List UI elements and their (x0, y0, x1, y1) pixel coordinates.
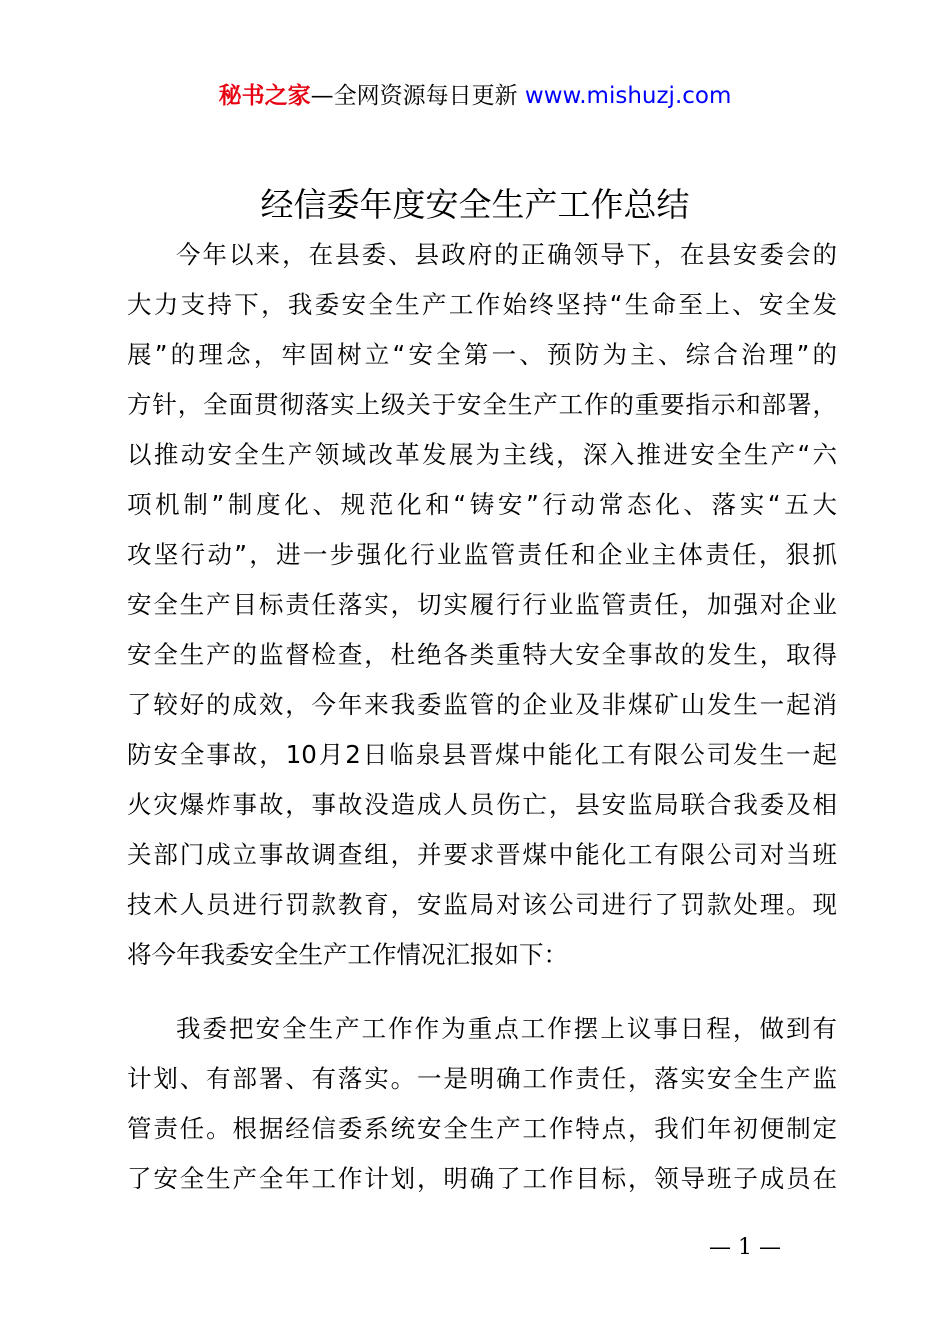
paragraph-1-line: 以推动安全生产领域改革发展为主线，深入推进安全生产“六 (127, 440, 837, 469)
paragraph-1-line: 将今年我委安全生产工作情况汇报如下： (127, 940, 568, 969)
paragraph-1-line: 今年以来，在县委、县政府的正确领导下，在县安委会的 (176, 240, 837, 269)
banner-tagline: —全网资源每日更新 (310, 83, 518, 109)
paragraph-1-line: 安全生产的监督检查，杜绝各类重特大安全事故的发生，取得 (127, 640, 837, 669)
document-title: 经信委年度安全生产工作总结 (260, 185, 690, 224)
paragraph-1-line: 了较好的成效，今年来我委监管的企业及非煤矿山发生一起消 (127, 690, 837, 719)
paragraph-1-line: 大力支持下，我委安全生产工作始终坚持“生命至上、安全发 (127, 290, 837, 319)
paragraph-1-line: 防安全事故，10月2日临泉县晋煤中能化工有限公司发生一起 (127, 740, 837, 769)
paragraph-1-line: 安全生产目标责任落实，切实履行行业监管责任，加强对企业 (127, 590, 837, 619)
site-url-link[interactable]: www.mishuzj.com (524, 83, 732, 109)
paragraph-2-line: 了安全生产全年工作计划，明确了工作目标，领导班子成员在 (127, 1164, 837, 1193)
paragraph-1-line: 攻坚行动”，进一步强化行业监管责任和企业主体责任，狠抓 (127, 540, 837, 569)
paragraph-1-line: 项机制”制度化、规范化和“铸安”行动常态化、落实“五大 (127, 490, 837, 519)
paragraph-1-line: 展”的理念，牢固树立“安全第一、预防为主、综合治理”的 (127, 340, 837, 369)
page-number: — 1 — (709, 1235, 781, 1260)
paragraph-1-line: 技术人员进行罚款教育，安监局对该公司进行了罚款处理。现 (127, 890, 837, 919)
paragraph-2-line: 管责任。根据经信委系统安全生产工作特点，我们年初便制定 (127, 1114, 837, 1143)
paragraph-2-line: 我委把安全生产工作作为重点工作摆上议事日程，做到有 (176, 1014, 837, 1043)
document-body (127, 230, 837, 1204)
paragraph-2-line: 计划、有部署、有落实。一是明确工作责任，落实安全生产监 (127, 1064, 837, 1093)
brand-name: 秘书之家 (218, 83, 311, 109)
paragraph-1-line: 关部门成立事故调查组，并要求晋煤中能化工有限公司对当班 (127, 840, 837, 869)
paragraph-1-line: 火灾爆炸事故，事故没造成人员伤亡，县安监局联合我委及相 (127, 790, 837, 819)
site-banner (0, 80, 950, 112)
paragraph-1-line: 方针，全面贯彻落实上级关于安全生产工作的重要指示和部署， (127, 390, 837, 419)
